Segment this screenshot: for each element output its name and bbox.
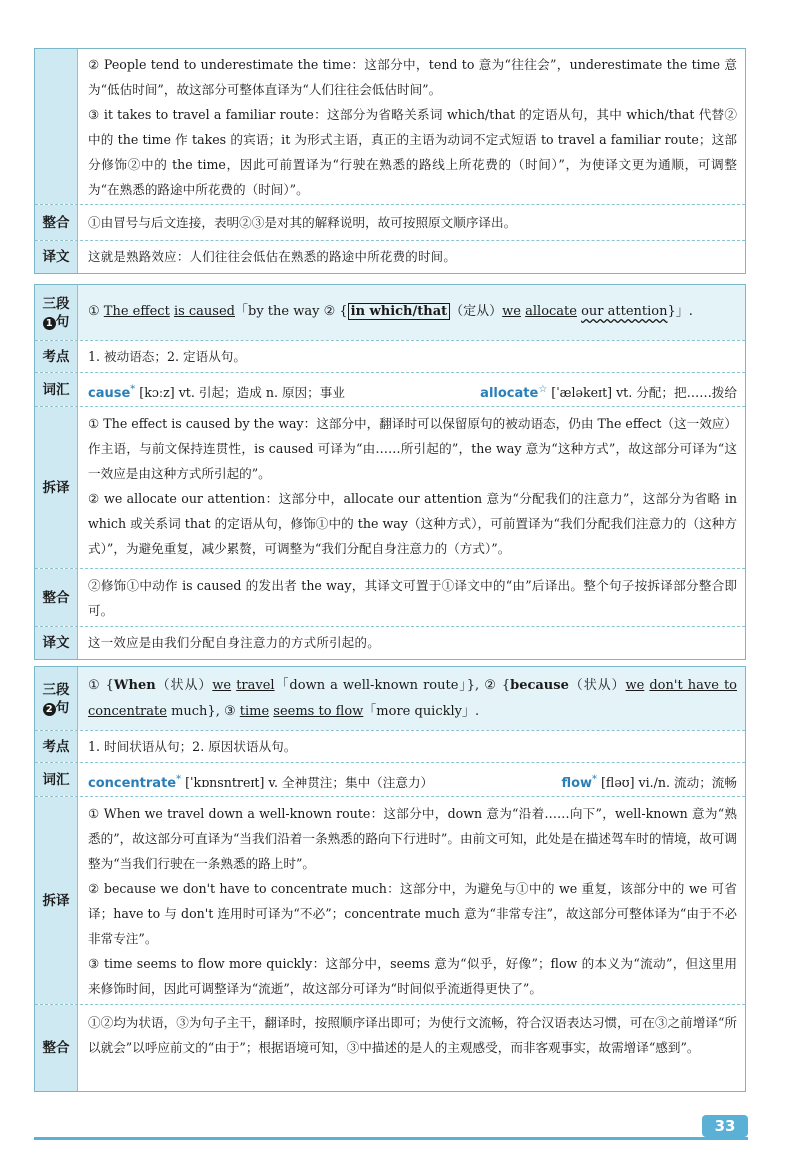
point-row (35, 731, 745, 763)
star-icon: ☆ (538, 384, 548, 395)
vocab-row (35, 373, 745, 407)
vocab-line (88, 767, 737, 796)
label-text (43, 313, 70, 331)
analysis-paragraph: ② because we don't have to concentrate much：这部分中，为避免与①中的 we 重复，该部分中的 we 可省译；have to 与 don't 连用时可译为“不必”；concentrate much 意为“非常专注”，故这部分可整体译为“由于不必非常专注”。 (88, 881, 737, 946)
row-label: 译文 (35, 241, 78, 273)
sentence-row (35, 285, 745, 341)
predicate-underline: travel (236, 678, 275, 693)
connector-bold: because (510, 678, 569, 693)
row-label: 考点 (35, 341, 78, 372)
translation-row (35, 241, 745, 273)
vocab-word: flow (561, 776, 593, 792)
sentence-part: }」. (667, 304, 693, 319)
analysis-table-block-2 (34, 666, 746, 1092)
vocab-word: allocate (480, 386, 539, 402)
vocab-definition: [ˈkɒnsntreɪt] v. 全神贯注；集中（注意力） (181, 775, 434, 791)
sentence-part: 「more quickly」. (363, 704, 480, 719)
row-content: ②修饰①中动作 is caused 的发出者 the way，其译文可置于①译文中的“由”后译出。整个句子按拆译部分整合即可。 (88, 578, 737, 618)
subject-underline: The effect (103, 304, 170, 319)
analysis-paragraph: ③ it takes to travel a familiar route：这部分为省略关系词 which/that 的定语从句，其中 which/that 代替②中的 the time 作 takes 的宾语；it 为形式主语，真正的主语为动词不定式短语 to travel a familiar route；这部分修饰②中的 the time，因此可前置译为“行驶在熟悉的路线上所花费的（时间）”，为使译文更为通顺，可调整为“在熟悉的路途中所花费的（时间）”。 (88, 107, 737, 197)
sentence-part: much}, ③ (166, 704, 240, 719)
star-icon: * (176, 774, 182, 785)
row-label (35, 49, 78, 204)
subject-underline: time (239, 704, 270, 719)
label-text: 句 (55, 313, 70, 330)
star-icon: * (130, 384, 136, 395)
row-content (78, 763, 745, 796)
clause-tag: （状从） (155, 678, 213, 693)
clause-tag: （定从） (450, 304, 503, 319)
label-text: 三段 (42, 681, 70, 698)
sentence-part: 「down a well-known route」}, ② { (274, 678, 511, 693)
vocab-entry (561, 767, 737, 796)
row-label: 译文 (35, 627, 78, 659)
row-label (35, 667, 78, 730)
row-label: 词汇 (35, 763, 78, 796)
star-icon: * (592, 774, 598, 785)
analysis-paragraph: ① When we travel down a well-known route：这部分中，down 意为“沿着……向下”，well-known 意为“熟悉的”，故这部分可直译为“当我们沿着一条熟悉的路向下行进时”。由前文可知，此处是在描述驾车时的情境，故可调整为“当我们行驶在一条熟悉的路上时”。 (88, 806, 738, 871)
vocab-entry (88, 767, 433, 796)
row-label: 整合 (35, 1005, 78, 1091)
predicate-underline: seems to flow (273, 704, 364, 719)
row-content: 1. 被动语态；2. 定语从句。 (88, 349, 246, 364)
row-content: ①由冒号与后文连接，表明②③是对其的解释说明，故可按照原文顺序译出。 (88, 215, 517, 230)
integrate-row (35, 205, 745, 241)
label-text: 句 (55, 699, 70, 716)
row-content (78, 797, 745, 1004)
row-label (35, 285, 78, 340)
row-label: 整合 (35, 205, 78, 240)
row-label: 词汇 (35, 373, 78, 406)
analysis-table-block-0 (34, 48, 746, 274)
analysis-paragraph: ② People tend to underestimate the time：这部分中，tend to 意为“往往会”，underestimate the time 意为“低估时间”，故这部分可整体直译为“人们往往会低估时间”。 (88, 57, 737, 97)
subject-underline: we (625, 678, 645, 693)
predicate-underline: don't have to concentrate (88, 678, 737, 719)
subject-underline: we (502, 304, 521, 319)
sentence-part: 「by the way ② { (235, 304, 348, 319)
vocab-entry (88, 377, 345, 406)
label-text (43, 699, 70, 717)
page-number: 33 (702, 1115, 748, 1137)
row-content (78, 49, 745, 204)
page-footer-bar (34, 1137, 748, 1140)
analysis-row (35, 49, 745, 205)
vocab-entry (480, 377, 737, 406)
analysis-paragraph: ① The effect is caused by the way：这部分中，翻译时可以保留原句的被动语态，仍由 The effect（这一效应）作主语，与前文保持连贯性，is caused 可译为“由……所引起的”，the way 意为“这种方式”，故这部分可译为“这一效应是由这种方式所引起的”。 (88, 416, 737, 481)
object-wavy-underline: our attention (581, 304, 668, 319)
sentence-text (78, 667, 745, 730)
sentence-number-badge: 1 (43, 317, 56, 330)
vocab-line (88, 377, 737, 406)
row-label: 整合 (35, 569, 78, 626)
vocab-definition: [fləʊ] vi./n. 流动；流畅 (597, 775, 737, 791)
integrate-row (35, 569, 745, 627)
row-content: 这就是熟路效应：人们往往会低估在熟悉的路途中所花费的时间。 (88, 249, 457, 264)
row-content: 这一效应是由我们分配自身注意力的方式所引起的。 (88, 635, 380, 650)
predicate-underline: is caused (173, 304, 235, 319)
row-content (78, 373, 745, 406)
row-content (78, 407, 745, 568)
analysis-table-block-1 (34, 284, 746, 660)
sentence-number-badge: 2 (43, 703, 56, 716)
sentence-row (35, 667, 745, 731)
row-content: ①②均为状语，③为句子主干，翻译时，按照顺序译出即可；为使行文流畅，符合汉语表达习惯，可在③之前增译“所以就会”以呼应前文的“由于”；根据语境可知，③中描述的是人的主观感受，而非客观事实，故需增译“感到”。 (88, 1015, 737, 1055)
vocab-definition: [kɔːz] vt. 引起；造成 n. 原因；事业 (135, 385, 345, 401)
vocab-definition: [ˈæləkeɪt] vt. 分配；把……拨给 (547, 385, 737, 401)
point-row (35, 341, 745, 373)
row-label: 考点 (35, 731, 78, 762)
vocab-word: concentrate (88, 776, 177, 792)
integrate-row (35, 1005, 745, 1091)
vocab-row (35, 763, 745, 797)
row-label: 拆译 (35, 407, 78, 568)
analysis-paragraph: ② we allocate our attention：这部分中，allocate our attention 意为“分配我们的注意力”，这部分为省略 in which 或关系词 that 的定语从句，修饰①中的 the way（这种方式），可前置译为“我们分配我们注意力的（这种方式）”，为避免重复，减少累赘，可调整为“我们分配自身注意力的（方式）”。 (88, 491, 737, 556)
boxed-connector: in which/that (348, 303, 451, 320)
row-content: 1. 时间状语从句；2. 原因状语从句。 (88, 739, 297, 754)
vocab-word: cause (88, 386, 131, 402)
label-text: 三段 (42, 295, 70, 312)
connector-bold: When (113, 678, 156, 693)
clause-tag: （状从） (568, 678, 626, 693)
sentence-text (78, 285, 745, 340)
predicate-underline: allocate (525, 304, 577, 319)
sentence-part: ① (88, 304, 104, 319)
analysis-paragraph: ③ time seems to flow more quickly：这部分中，seems 意为“似乎，好像”；flow 的本义为“流动”，但这里用来修饰时间，因此可调整译为“流逝”，故这部分可译为“时间似乎流逝得更快了”。 (88, 956, 737, 996)
analysis-row (35, 407, 745, 569)
row-label: 拆译 (35, 797, 78, 1004)
analysis-row (35, 797, 745, 1005)
subject-underline: we (212, 678, 232, 693)
sentence-part: ① { (88, 678, 114, 693)
translation-row (35, 627, 745, 659)
